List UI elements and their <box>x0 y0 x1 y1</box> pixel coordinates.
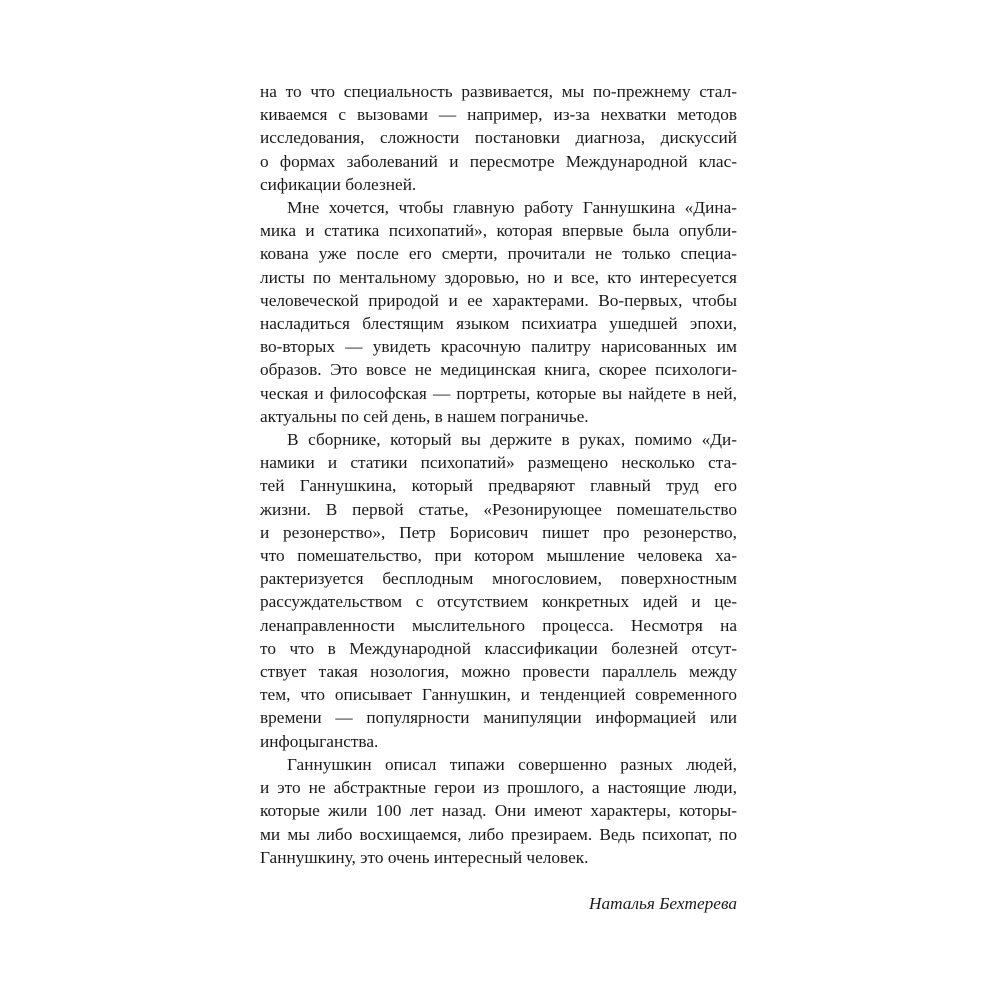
text-line: насладиться блестящим языком психиатра ушедшей эпохи, <box>260 314 737 334</box>
text-line: намики и статики психопатий» размещено несколько ста- <box>260 453 737 473</box>
text-line: В сборнике, который вы держите в руках, помимо «Ди- <box>287 430 737 450</box>
text-line: о формах заболеваний и пересмотре Международной клас- <box>260 151 737 171</box>
text-line: ческая и философская — портреты, которые вы найдете в ней, <box>260 383 737 403</box>
text-line: листы по ментальному здоровью, но и все, кто интересуется <box>260 267 737 287</box>
author-signature: Наталья Бехтерева <box>589 893 737 913</box>
text-line: актуальны по сей день, в нашем пограничье. <box>260 406 589 426</box>
text-line: и резонерство», Петр Борисович пишет про резонерство, <box>260 522 737 542</box>
paragraph-1 <box>260 80 737 196</box>
text-line: сификации болезней. <box>260 174 417 194</box>
text-line: жизни. В первой статье, «Резонирующее помешательство <box>260 499 737 519</box>
text-line: мика и статика психопатий», которая впервые была опубли- <box>260 221 737 241</box>
text-line: тей Ганнушкина, который предваряют главный труд его <box>260 476 737 496</box>
text-line: ленаправленности мыслительного процесса. Несмотря на <box>260 615 737 635</box>
text-line: инфоцыганства. <box>260 731 379 751</box>
text-line: тем, что описывает Ганнушкин, и тенденцией современного <box>260 685 737 705</box>
text-line: человеческой природой и ее характерами. Во-первых, чтобы <box>260 290 737 310</box>
text-line: образов. Это вовсе не медицинская книга, скорее психологи- <box>260 360 737 380</box>
page-body <box>260 80 737 915</box>
text-line: исследования, сложности постановки диагноза, дискуссий <box>260 128 737 148</box>
paragraph-2 <box>260 196 737 428</box>
text-line: ми мы либо восхищаемся, либо презираем. Ведь психопат, по <box>260 824 737 844</box>
text-line: на то что специальность развивается, мы по-прежнему стал- <box>260 82 737 101</box>
text-line: времени — популярности манипуляции информацией или <box>260 708 737 728</box>
text-line: киваемся с вызовами — например, из-за нехватки методов <box>260 105 737 125</box>
text-line: рассуждательством с отсутствием конкретных идей и це- <box>260 592 737 612</box>
text-line: то что в Международной классификации болезней отсут- <box>260 638 737 658</box>
text-line: Мне хочется, чтобы главную работу Ганнушкина «Дина- <box>287 198 737 218</box>
paragraph-3 <box>260 428 737 753</box>
paragraph-4 <box>260 753 737 869</box>
text-line: и это не абстрактные герои из прошлого, а настоящие люди, <box>260 778 737 798</box>
text-line: что помешательство, при котором мышление человека ха- <box>260 546 737 566</box>
text-line: которые жили 100 лет назад. Они имеют характеры, которы- <box>260 801 737 821</box>
text-line: ствует такая нозология, можно провести параллель между <box>260 662 737 682</box>
text-line: Ганнушкин описал типажи совершенно разных людей, <box>287 754 737 774</box>
text-line: рактеризуется бесплодным многословием, поверхностным <box>260 569 737 589</box>
text-line: кована уже после его смерти, прочитали не только специа- <box>260 244 737 264</box>
text-line: во-вторых — увидеть красочную палитру нарисованных им <box>260 337 737 357</box>
text-line: Ганнушкину, это очень интересный человек. <box>260 847 589 867</box>
